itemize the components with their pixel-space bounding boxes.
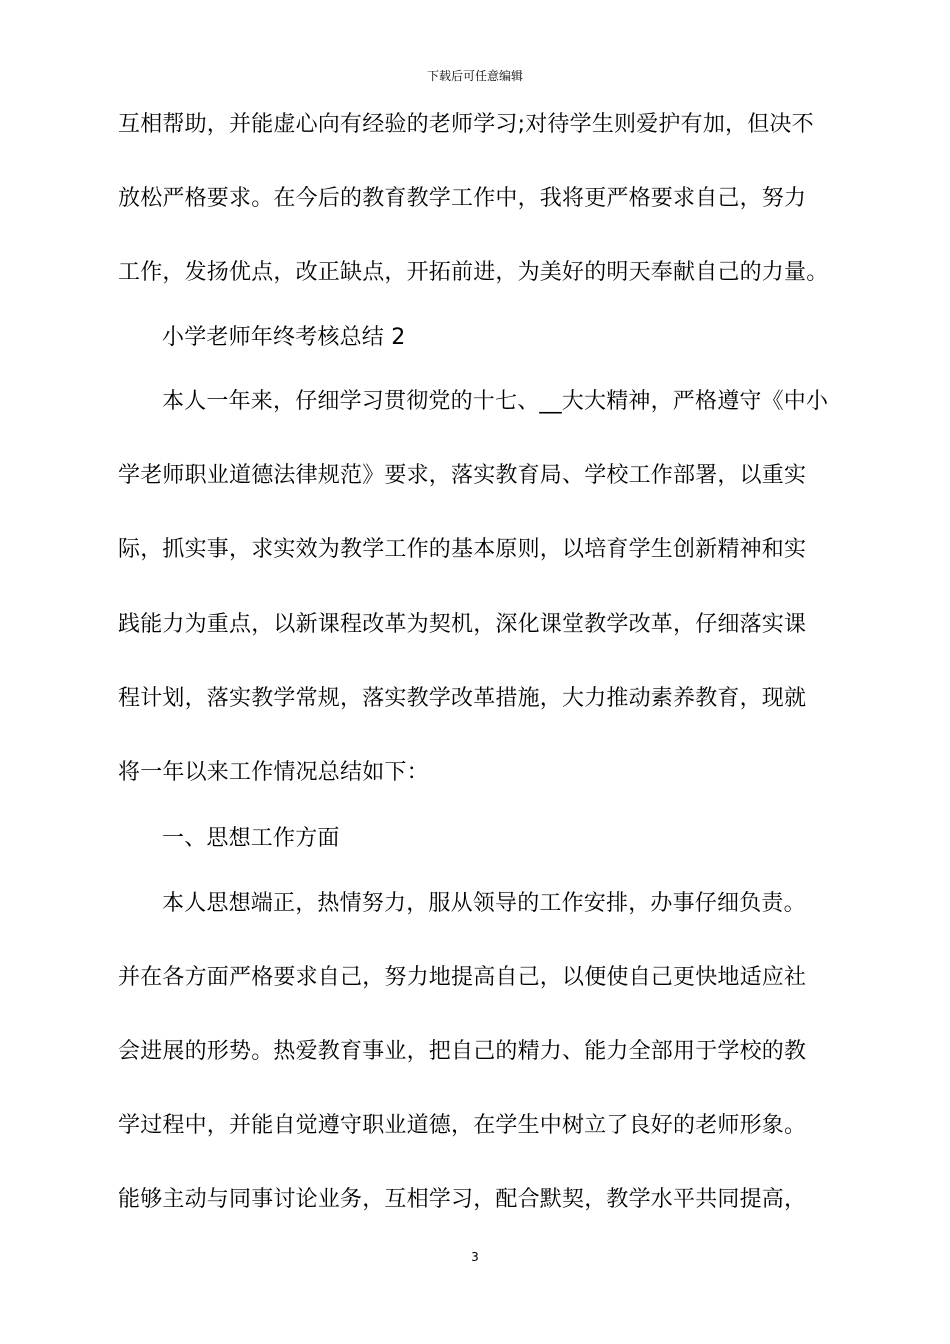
body-line: 学过程中，并能自觉遵守职业道德，在学生中树立了良好的老师形象。	[118, 1113, 807, 1138]
body-line: 会进展的形势。热爱教育事业，把自己的精力、能力全部用于学校的教	[118, 1039, 807, 1064]
body-line: 将一年以来工作情况总结如下：	[118, 760, 429, 785]
body-line: 能够主动与同事讨论业务，互相学习，配合默契，教学水平共同提高，	[118, 1187, 807, 1212]
body-line: 学老师职业道德法律规范》要求，落实教育局、学校工作部署，以重实	[118, 463, 807, 488]
page-number: 3	[471, 1250, 479, 1264]
body-line: 互相帮助，并能虚心向有经验的老师学习;对待学生则爱护有加，但决不	[118, 112, 814, 137]
page-header: 下载后可任意编辑	[426, 69, 523, 83]
body-line: 程计划，落实教学常规，落实教学改革措施，大力推动素养教育，现就	[118, 686, 807, 711]
body-line: 践能力为重点，以新课程改革为契机，深化课堂教学改革，仔细落实课	[118, 612, 807, 637]
body-line: 并在各方面严格要求自己，努力地提高自己，以便使自己更快地适应社	[118, 965, 807, 990]
body-line: 际，抓实事，求实效为教学工作的基本原则，以培育学生创新精神和实	[118, 537, 807, 562]
paragraph-first-line: 本人一年来，仔细学习贯彻党的十七、__大大精神，严格遵守《中小	[162, 389, 829, 414]
body-line: 工作，发扬优点，改正缺点，开拓前进，为美好的明天奉献自己的力量。	[118, 260, 829, 285]
subsection-title: 一、思想工作方面	[162, 826, 340, 851]
section-title: 小学老师年终考核总结 2	[162, 325, 406, 350]
paragraph-first-line: 本人思想端正，热情努力，服从领导的工作安排，办事仔细负责。	[162, 891, 806, 916]
body-line: 放松严格要求。在今后的教育教学工作中，我将更严格要求自己，努力	[118, 186, 807, 211]
